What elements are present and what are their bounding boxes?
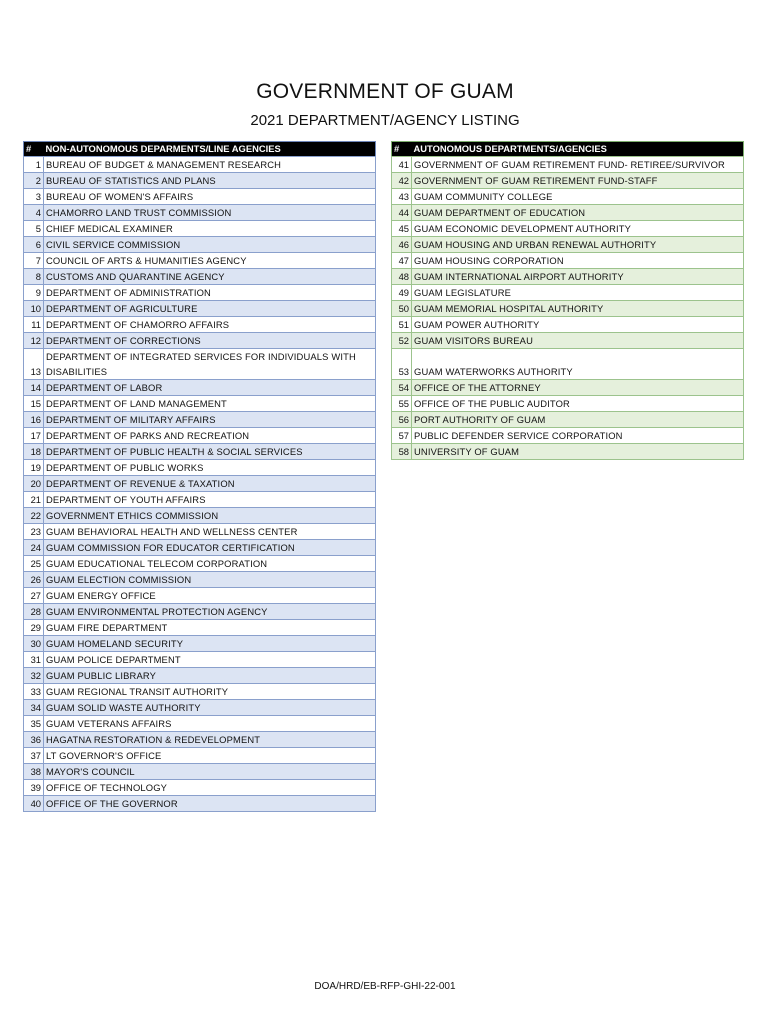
agency-name: DEPARTMENT OF REVENUE & TAXATION <box>44 476 376 492</box>
agency-name: GUAM POWER AUTHORITY <box>412 317 744 333</box>
row-number: 29 <box>24 620 44 636</box>
row-number: 32 <box>24 668 44 684</box>
agency-name: GUAM HOUSING AND URBAN RENEWAL AUTHORITY <box>412 237 744 253</box>
agency-name: CHAMORRO LAND TRUST COMMISSION <box>44 205 376 221</box>
table-header-row <box>392 142 744 157</box>
table-row <box>392 221 744 237</box>
row-number: 8 <box>24 269 44 285</box>
table-row <box>392 269 744 285</box>
row-number: 37 <box>24 748 44 764</box>
table-row <box>24 173 376 189</box>
row-number: 58 <box>392 444 412 460</box>
row-number: 43 <box>392 189 412 205</box>
agency-name: HAGATNA RESTORATION & REDEVELOPMENT <box>44 732 376 748</box>
table-row <box>24 333 376 349</box>
table-row <box>24 556 376 572</box>
table-row <box>24 764 376 780</box>
agency-name: GUAM INTERNATIONAL AIRPORT AUTHORITY <box>412 269 744 285</box>
row-number: 10 <box>24 301 44 317</box>
agency-name: MAYOR'S COUNCIL <box>44 764 376 780</box>
agency-name: GUAM WATERWORKS AUTHORITY <box>412 349 744 380</box>
agency-name: CIVIL SERVICE COMMISSION <box>44 237 376 253</box>
table-row <box>392 189 744 205</box>
agency-name: CHIEF MEDICAL EXAMINER <box>44 221 376 237</box>
row-number: 39 <box>24 780 44 796</box>
table-row <box>24 636 376 652</box>
row-number: 34 <box>24 700 44 716</box>
row-number: 44 <box>392 205 412 221</box>
table-row <box>392 380 744 396</box>
agency-name: COUNCIL OF ARTS & HUMANITIES AGENCY <box>44 253 376 269</box>
row-number: 24 <box>24 540 44 556</box>
row-number: 31 <box>24 652 44 668</box>
row-number: 15 <box>24 396 44 412</box>
agency-name: DEPARTMENT OF INTEGRATED SERVICES FOR INDIVIDUALS WITH DISABILITIES <box>44 349 376 380</box>
agency-name: GOVERNMENT OF GUAM RETIREMENT FUND-STAFF <box>412 173 744 189</box>
number-column-header: # <box>392 142 412 157</box>
table-row <box>24 620 376 636</box>
table-row <box>24 269 376 285</box>
row-number: 20 <box>24 476 44 492</box>
table-row <box>392 349 744 380</box>
agency-name: GUAM COMMISSION FOR EDUCATOR CERTIFICATION <box>44 540 376 556</box>
table-row <box>392 412 744 428</box>
row-number: 21 <box>24 492 44 508</box>
table-row <box>24 317 376 333</box>
agency-name: DEPARTMENT OF ADMINISTRATION <box>44 285 376 301</box>
row-number: 35 <box>24 716 44 732</box>
row-number: 48 <box>392 269 412 285</box>
table-row <box>24 380 376 396</box>
row-number: 11 <box>24 317 44 333</box>
agency-name: GUAM HOMELAND SECURITY <box>44 636 376 652</box>
table-row <box>24 460 376 476</box>
agency-name: DEPARTMENT OF PUBLIC WORKS <box>44 460 376 476</box>
table-row <box>24 237 376 253</box>
table-row <box>24 508 376 524</box>
table-row <box>24 205 376 221</box>
agency-name: BUREAU OF STATISTICS AND PLANS <box>44 173 376 189</box>
table-row <box>24 189 376 205</box>
table-row <box>24 652 376 668</box>
agency-name: BUREAU OF WOMEN'S AFFAIRS <box>44 189 376 205</box>
agency-name: GUAM DEPARTMENT OF EDUCATION <box>412 205 744 221</box>
table-row <box>24 285 376 301</box>
row-number: 55 <box>392 396 412 412</box>
agency-name: PUBLIC DEFENDER SERVICE CORPORATION <box>412 428 744 444</box>
row-number: 52 <box>392 333 412 349</box>
table-row <box>24 748 376 764</box>
table-row <box>24 668 376 684</box>
row-number: 19 <box>24 460 44 476</box>
row-number: 57 <box>392 428 412 444</box>
agency-name: GUAM MEMORIAL HOSPITAL AUTHORITY <box>412 301 744 317</box>
row-number: 41 <box>392 157 412 173</box>
table-row <box>24 572 376 588</box>
row-number: 30 <box>24 636 44 652</box>
agency-name: DEPARTMENT OF CORRECTIONS <box>44 333 376 349</box>
row-number: 18 <box>24 444 44 460</box>
agency-name: DEPARTMENT OF AGRICULTURE <box>44 301 376 317</box>
agency-name: GUAM ENERGY OFFICE <box>44 588 376 604</box>
agency-name: LT GOVERNOR'S OFFICE <box>44 748 376 764</box>
row-number: 2 <box>24 173 44 189</box>
table-header-row <box>24 142 376 157</box>
table-row <box>24 476 376 492</box>
table-row <box>24 780 376 796</box>
row-number: 14 <box>24 380 44 396</box>
table-row <box>392 396 744 412</box>
page-subtitle: 2021 DEPARTMENT/AGENCY LISTING <box>250 112 520 129</box>
agency-name: GUAM ECONOMIC DEVELOPMENT AUTHORITY <box>412 221 744 237</box>
document-reference: DOA/HRD/EB-RFP-GHI-22-001 <box>314 981 456 992</box>
agency-name: GUAM HOUSING CORPORATION <box>412 253 744 269</box>
row-number: 9 <box>24 285 44 301</box>
agency-name: BUREAU OF BUDGET & MANAGEMENT RESEARCH <box>44 157 376 173</box>
row-number: 54 <box>392 380 412 396</box>
row-number: 16 <box>24 412 44 428</box>
row-number: 49 <box>392 285 412 301</box>
table-row <box>392 428 744 444</box>
autonomous-agencies-table <box>391 141 744 460</box>
agency-name: GUAM PUBLIC LIBRARY <box>44 668 376 684</box>
agency-name: PORT AUTHORITY OF GUAM <box>412 412 744 428</box>
agency-name: DEPARTMENT OF YOUTH AFFAIRS <box>44 492 376 508</box>
table-row <box>392 444 744 460</box>
agency-name: GUAM EDUCATIONAL TELECOM CORPORATION <box>44 556 376 572</box>
row-number: 7 <box>24 253 44 269</box>
number-column-header: # <box>24 142 44 157</box>
table-row <box>24 684 376 700</box>
table-row <box>24 349 376 380</box>
row-number: 27 <box>24 588 44 604</box>
table-row <box>392 253 744 269</box>
table-row <box>24 396 376 412</box>
table-row <box>392 317 744 333</box>
table-row <box>392 285 744 301</box>
autonomous-agencies-body <box>392 157 744 460</box>
table-row <box>24 796 376 812</box>
agency-name: GUAM LEGISLATURE <box>412 285 744 301</box>
table-row <box>24 428 376 444</box>
row-number: 12 <box>24 333 44 349</box>
row-number: 17 <box>24 428 44 444</box>
agency-name: GUAM BEHAVIORAL HEALTH AND WELLNESS CENTER <box>44 524 376 540</box>
table-row <box>24 700 376 716</box>
row-number: 5 <box>24 221 44 237</box>
table-row <box>24 301 376 317</box>
row-number: 28 <box>24 604 44 620</box>
row-number: 47 <box>392 253 412 269</box>
agency-name: OFFICE OF TECHNOLOGY <box>44 780 376 796</box>
row-number: 40 <box>24 796 44 812</box>
table-row <box>24 221 376 237</box>
table-row <box>24 524 376 540</box>
table-row <box>24 253 376 269</box>
table-row <box>24 716 376 732</box>
row-number: 4 <box>24 205 44 221</box>
agency-name: GUAM VETERANS AFFAIRS <box>44 716 376 732</box>
agency-name: GOVERNMENT OF GUAM RETIREMENT FUND- RETIREE/SURVIVOR <box>412 157 744 173</box>
table-row <box>24 588 376 604</box>
row-number: 53 <box>392 349 412 380</box>
row-number: 42 <box>392 173 412 189</box>
agency-name: OFFICE OF THE PUBLIC AUDITOR <box>412 396 744 412</box>
agency-name: UNIVERSITY OF GUAM <box>412 444 744 460</box>
agency-name: GUAM REGIONAL TRANSIT AUTHORITY <box>44 684 376 700</box>
agency-name: DEPARTMENT OF LABOR <box>44 380 376 396</box>
agency-name: GUAM POLICE DEPARTMENT <box>44 652 376 668</box>
row-number: 33 <box>24 684 44 700</box>
table-row <box>392 205 744 221</box>
table-row <box>24 540 376 556</box>
row-number: 22 <box>24 508 44 524</box>
row-number: 56 <box>392 412 412 428</box>
agency-name: GUAM SOLID WASTE AUTHORITY <box>44 700 376 716</box>
non-autonomous-agencies-table <box>23 141 376 812</box>
agency-name: OFFICE OF THE GOVERNOR <box>44 796 376 812</box>
name-column-header: NON-AUTONOMOUS DEPARMENTS/LINE AGENCIES <box>44 142 376 157</box>
table-row <box>392 301 744 317</box>
row-number: 36 <box>24 732 44 748</box>
agency-name: DEPARTMENT OF PARKS AND RECREATION <box>44 428 376 444</box>
non-autonomous-agencies-body <box>24 157 376 812</box>
agency-name: GUAM ENVIRONMENTAL PROTECTION AGENCY <box>44 604 376 620</box>
agency-name: DEPARTMENT OF LAND MANAGEMENT <box>44 396 376 412</box>
table-row <box>24 492 376 508</box>
agency-name: GUAM ELECTION COMMISSION <box>44 572 376 588</box>
agency-name: GOVERNMENT ETHICS COMMISSION <box>44 508 376 524</box>
table-row <box>392 157 744 173</box>
table-row <box>392 237 744 253</box>
page-title: GOVERNMENT OF GUAM <box>256 80 514 103</box>
agency-name: CUSTOMS AND QUARANTINE AGENCY <box>44 269 376 285</box>
agency-name: GUAM FIRE DEPARTMENT <box>44 620 376 636</box>
row-number: 51 <box>392 317 412 333</box>
row-number: 46 <box>392 237 412 253</box>
row-number: 45 <box>392 221 412 237</box>
row-number: 26 <box>24 572 44 588</box>
row-number: 3 <box>24 189 44 205</box>
agency-name: GUAM VISITORS BUREAU <box>412 333 744 349</box>
table-row <box>24 157 376 173</box>
row-number: 25 <box>24 556 44 572</box>
table-row <box>392 333 744 349</box>
agency-name: DEPARTMENT OF MILITARY AFFAIRS <box>44 412 376 428</box>
agency-name: DEPARTMENT OF CHAMORRO AFFAIRS <box>44 317 376 333</box>
name-column-header: AUTONOMOUS DEPARTMENTS/AGENCIES <box>412 142 744 157</box>
table-row <box>24 412 376 428</box>
row-number: 23 <box>24 524 44 540</box>
table-row <box>24 444 376 460</box>
row-number: 38 <box>24 764 44 780</box>
row-number: 6 <box>24 237 44 253</box>
agency-name: OFFICE OF THE ATTORNEY <box>412 380 744 396</box>
agency-name: DEPARTMENT OF PUBLIC HEALTH & SOCIAL SERVICES <box>44 444 376 460</box>
table-row <box>24 604 376 620</box>
row-number: 1 <box>24 157 44 173</box>
agency-name: GUAM COMMUNITY COLLEGE <box>412 189 744 205</box>
table-row <box>24 732 376 748</box>
row-number: 50 <box>392 301 412 317</box>
row-number: 13 <box>24 349 44 380</box>
table-row <box>392 173 744 189</box>
